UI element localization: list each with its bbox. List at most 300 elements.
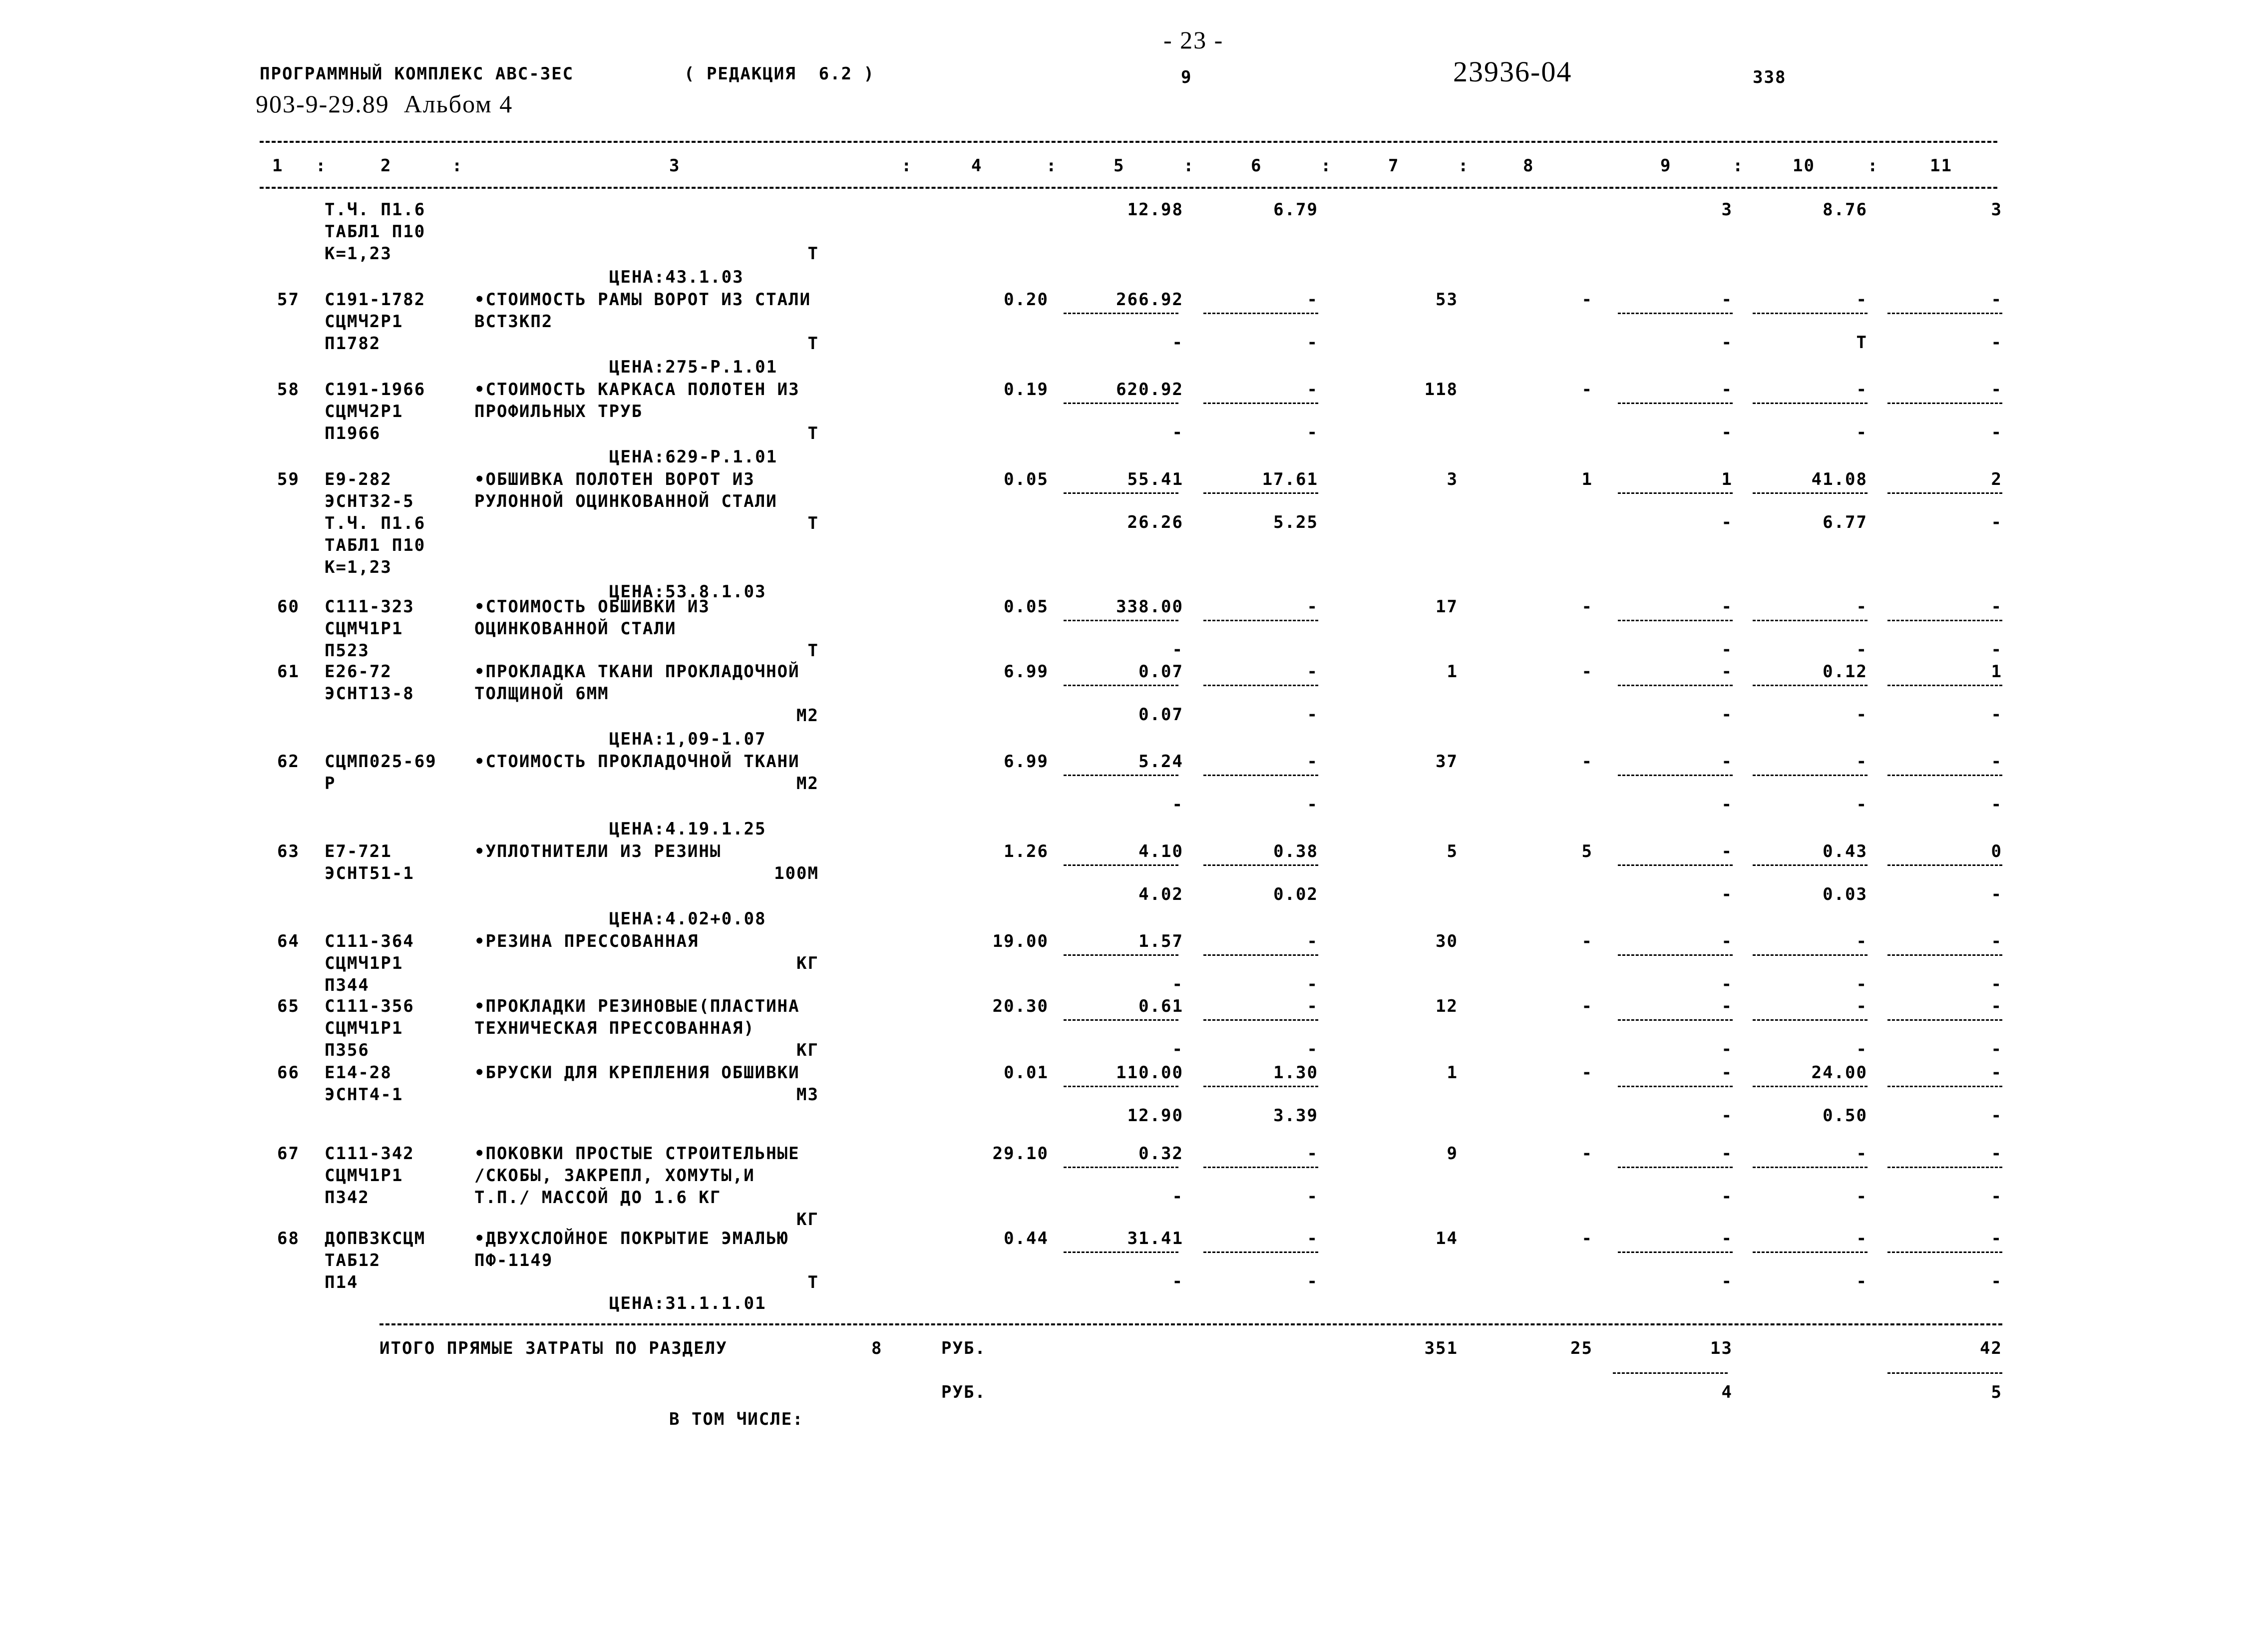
cost-col-5: 338.00 — [1116, 597, 1183, 617]
sub-separator — [1887, 1019, 2002, 1021]
column-divider: : — [1868, 156, 1879, 176]
sub-separator — [1887, 313, 2002, 314]
cost-col-9: - — [1721, 1229, 1733, 1248]
sub-separator — [1887, 864, 2002, 866]
resource-code: Е7-721 — [325, 841, 392, 861]
sub-separator — [1064, 1086, 1178, 1087]
row-number: 57 — [277, 290, 300, 310]
cost-col-8: - — [1581, 1063, 1593, 1083]
cost-col-9: - — [1721, 597, 1733, 617]
resource-code: ДОПВЗКСЦМ — [325, 1229, 426, 1248]
resource-code: С111-342 — [325, 1144, 414, 1164]
cost-col-7: 1 — [1447, 1063, 1458, 1083]
column-divider: : — [1046, 156, 1058, 176]
totals-col-11: 42 — [1980, 1338, 2002, 1358]
price-reference: ЦЕНА:4.19.1.25 — [609, 819, 766, 839]
cost-col-11-sub: - — [1991, 1039, 2002, 1059]
cost-col-5-sub: 26.26 — [1127, 512, 1183, 532]
work-description: ТЕХНИЧЕСКАЯ ПРЕССОВАННАЯ) — [474, 1018, 755, 1038]
resource-code: СЦМЧ2Р1 — [325, 312, 403, 332]
resource-code: СЦМЧ1Р1 — [325, 1166, 403, 1186]
cost-col-5: 4.10 — [1138, 841, 1183, 861]
sub-separator — [1887, 492, 2002, 494]
cost-col-10-sub: - — [1856, 795, 1868, 815]
sub-separator — [1203, 1086, 1318, 1087]
resource-code: ЭСНТ13-8 — [325, 684, 414, 704]
sub-separator — [1203, 685, 1318, 686]
cost-col-5-sub: - — [1172, 1271, 1183, 1291]
resource-code: Е9-282 — [325, 469, 392, 489]
cost-col-5: 620.92 — [1116, 380, 1183, 400]
unit-of-measure: М2 — [796, 774, 819, 794]
cost-col-6-sub: - — [1307, 333, 1318, 353]
sub-separator — [1618, 403, 1733, 404]
totals-col-8: 25 — [1570, 1338, 1593, 1358]
sub-separator — [1753, 620, 1868, 621]
sub-separator — [1203, 864, 1318, 866]
resource-code: Т.Ч. П1.6 — [325, 513, 426, 533]
work-description: •ПРОКЛАДКА ТКАНИ ПРОКЛАДОЧНОЙ — [474, 662, 800, 682]
cost-col-7: 5 — [1447, 841, 1458, 861]
sub-separator — [1887, 685, 2002, 686]
cost-col-5: 1.57 — [1138, 931, 1183, 951]
cost-col-10-sub: 6.77 — [1823, 512, 1868, 532]
totals-top-rule — [379, 1323, 2002, 1325]
cost-col-10: 41.08 — [1811, 469, 1868, 489]
cost-col-8: - — [1581, 752, 1593, 772]
column-divider: : — [1733, 156, 1744, 176]
cost-col-10-sub: - — [1856, 974, 1868, 994]
cost-col-9-sub: - — [1721, 974, 1733, 994]
cost-col-6: - — [1307, 380, 1318, 400]
row-number: 61 — [277, 662, 300, 682]
cost-col-10: 0.43 — [1823, 841, 1868, 861]
cost-col-7: 30 — [1436, 931, 1458, 951]
cost-col-9-sub: - — [1721, 1187, 1733, 1207]
quantity: 1.26 — [1004, 841, 1049, 861]
cost-col-5-sub: - — [1172, 1039, 1183, 1059]
sub-separator — [1203, 313, 1318, 314]
cost-col-9-sub: - — [1721, 705, 1733, 725]
album-title: 903-9-29.89 Альбом 4 — [256, 90, 513, 118]
resource-code: С111-364 — [325, 931, 414, 951]
resource-code: ЭСНТ4-1 — [325, 1085, 403, 1105]
sub-separator — [1203, 492, 1318, 494]
sub-separator — [1753, 1086, 1868, 1087]
sub-separator — [1064, 775, 1178, 776]
sub-separator — [1618, 954, 1733, 956]
cost-col-11: - — [1991, 290, 2002, 310]
cost-col-6: 17.61 — [1262, 469, 1318, 489]
cost-col-9: - — [1721, 1063, 1733, 1083]
work-description: ОЦИНКОВАННОЙ СТАЛИ — [474, 619, 677, 639]
cost-col-11-sub: - — [1991, 795, 2002, 815]
cost-col-10: - — [1856, 931, 1868, 951]
resource-code: П356 — [325, 1040, 370, 1060]
cost-col-5: 266.92 — [1116, 290, 1183, 310]
cost-col-8: 1 — [1581, 469, 1593, 489]
totals-separator — [1887, 1372, 2002, 1374]
cost-col-11-sub: - — [1991, 1106, 2002, 1126]
cost-col-9: - — [1721, 931, 1733, 951]
work-description: •ПОКОВКИ ПРОСТЫЕ СТРОИТЕЛЬНЫЕ — [474, 1144, 800, 1164]
cost-col-7: 14 — [1436, 1229, 1458, 1248]
sub-separator — [1887, 775, 2002, 776]
cost-col-7: 37 — [1436, 752, 1458, 772]
sub-separator — [1753, 1019, 1868, 1021]
sub-separator — [1753, 403, 1868, 404]
cost-col-6: 0.38 — [1273, 841, 1318, 861]
work-description: •УПЛОТНИТЕЛИ ИЗ РЕЗИНЫ — [474, 841, 722, 861]
cost-col-8: - — [1581, 380, 1593, 400]
sub-separator — [1064, 403, 1178, 404]
cost-col-5: 0.32 — [1138, 1144, 1183, 1164]
cost-col-5: 0.07 — [1138, 662, 1183, 682]
resource-code: С111-356 — [325, 996, 414, 1016]
header-bottom-rule — [260, 187, 1997, 189]
cost-col-6-sub: - — [1307, 1039, 1318, 1059]
cost-col-6: - — [1307, 1144, 1318, 1164]
cost-col-11-sub: - — [1991, 974, 2002, 994]
cost-col-10: - — [1856, 1229, 1868, 1248]
cost-col-6: - — [1307, 597, 1318, 617]
unit-of-measure: Т — [807, 1272, 819, 1292]
column-header-10: 10 — [1793, 156, 1815, 176]
quantity: 29.10 — [992, 1144, 1049, 1164]
cost-col-9: - — [1721, 752, 1733, 772]
cost-col-5: 5.24 — [1138, 752, 1183, 772]
cost-col-6-sub: 5.25 — [1273, 512, 1318, 532]
cost-col-9-sub: - — [1721, 1271, 1733, 1291]
unit-of-measure: М2 — [796, 706, 819, 726]
cost-col-9: - — [1721, 996, 1733, 1016]
totals-unit-1: РУБ. — [941, 1338, 986, 1358]
sub-separator — [1203, 775, 1318, 776]
resource-code: П342 — [325, 1188, 370, 1208]
sheet-number: 338 — [1753, 67, 1787, 87]
resource-code: СЦМЧ2Р1 — [325, 402, 403, 421]
column-header-5: 5 — [1114, 156, 1125, 176]
cost-col-9-sub: - — [1721, 884, 1733, 904]
cost-col-11-sub: - — [1991, 333, 2002, 353]
table-top-rule — [260, 141, 1997, 143]
work-description: Т.П./ МАССОЙ ДО 1.6 КГ — [474, 1188, 722, 1208]
cost-col-11: - — [1991, 996, 2002, 1016]
row-number: 63 — [277, 841, 300, 861]
quantity: 19.00 — [992, 931, 1049, 951]
sub-separator — [1203, 403, 1318, 404]
cost-col-11-sub: - — [1991, 640, 2002, 660]
column-divider: : — [1458, 156, 1470, 176]
unit-of-measure: КГ — [796, 953, 819, 973]
cost-col-11: 1 — [1991, 662, 2002, 682]
cost-col-5: 0.61 — [1138, 996, 1183, 1016]
totals-col-9-sub: 4 — [1721, 1382, 1733, 1402]
sub-separator — [1753, 492, 1868, 494]
cost-col-7: 12 — [1436, 996, 1458, 1016]
resource-code: ТАБЛ1 П10 — [325, 222, 426, 242]
sub-separator — [1064, 954, 1178, 956]
column-header-6: 6 — [1251, 156, 1262, 176]
resource-code: ЭСНТ32-5 — [325, 491, 414, 511]
work-description: •СТОИМОСТЬ КАРКАСА ПОЛОТЕН ИЗ — [474, 380, 800, 400]
unit-of-measure: М3 — [796, 1085, 819, 1105]
cost-col-7: 53 — [1436, 290, 1458, 310]
cost-col-10: 8.76 — [1823, 200, 1868, 220]
sub-separator — [1753, 775, 1868, 776]
sub-separator — [1618, 685, 1733, 686]
sub-separator — [1203, 1167, 1318, 1168]
row-number: 68 — [277, 1229, 300, 1248]
column-divider: : — [901, 156, 913, 176]
cost-col-11: 2 — [1991, 469, 2002, 489]
cost-col-10-sub: - — [1856, 1271, 1868, 1291]
document-number: 23936-04 — [1453, 55, 1572, 88]
cost-col-9: - — [1721, 841, 1733, 861]
resource-code: СЦМП025-69 — [325, 752, 437, 772]
resource-code: Е14-28 — [325, 1063, 392, 1083]
cost-col-10-sub: - — [1856, 422, 1868, 442]
sub-separator — [1618, 1251, 1733, 1253]
sub-separator — [1887, 1167, 2002, 1168]
cost-col-6-sub: - — [1307, 1271, 1318, 1291]
totals-section: 8 — [871, 1338, 883, 1358]
sub-separator — [1064, 1019, 1178, 1021]
column-header-7: 7 — [1388, 156, 1400, 176]
sub-separator — [1753, 864, 1868, 866]
cost-col-11: - — [1991, 752, 2002, 772]
cost-col-5-sub: - — [1172, 1187, 1183, 1207]
cost-col-9-sub: - — [1721, 422, 1733, 442]
quantity: 0.44 — [1004, 1229, 1049, 1248]
cost-col-5-sub: - — [1172, 333, 1183, 353]
cost-col-5-sub: - — [1172, 422, 1183, 442]
quantity: 20.30 — [992, 996, 1049, 1016]
cost-col-5: 31.41 — [1127, 1229, 1183, 1248]
unit-of-measure: Т — [807, 423, 819, 443]
sub-separator — [1618, 1086, 1733, 1087]
unit-of-measure: КГ — [796, 1210, 819, 1230]
sub-separator — [1064, 1167, 1178, 1168]
cost-col-10-sub: 0.50 — [1823, 1106, 1868, 1126]
work-description: •БРУСКИ ДЛЯ КРЕПЛЕНИЯ ОБШИВКИ — [474, 1063, 800, 1083]
column-header-8: 8 — [1523, 156, 1534, 176]
resource-code: П1966 — [325, 423, 381, 443]
sub-separator — [1618, 1019, 1733, 1021]
unit-of-measure: Т — [807, 244, 819, 264]
cost-col-10-sub: - — [1856, 640, 1868, 660]
cost-col-10-sub: - — [1856, 1187, 1868, 1207]
row-number: 67 — [277, 1144, 300, 1164]
column-divider: : — [452, 156, 463, 176]
sub-separator — [1203, 620, 1318, 621]
price-reference: ЦЕНА:43.1.03 — [609, 267, 744, 287]
work-description: РУЛОННОЙ ОЦИНКОВАННОЙ СТАЛИ — [474, 491, 777, 511]
price-reference: ЦЕНА:275-Р.1.01 — [609, 357, 778, 377]
work-description: •ДВУХСЛОЙНОЕ ПОКРЫТИЕ ЭМАЛЬЮ — [474, 1229, 789, 1248]
cost-col-6-sub: 0.02 — [1273, 884, 1318, 904]
sub-separator — [1064, 492, 1178, 494]
cost-col-5-sub: - — [1172, 640, 1183, 660]
sub-separator — [1887, 1251, 2002, 1253]
cost-col-11-sub: - — [1991, 422, 2002, 442]
sub-separator — [1064, 864, 1178, 866]
unit-of-measure: Т — [807, 334, 819, 354]
cost-col-6-sub: - — [1307, 795, 1318, 815]
column-divider: : — [1321, 156, 1332, 176]
cost-col-7: 17 — [1436, 597, 1458, 617]
sub-separator — [1753, 1167, 1868, 1168]
cost-col-9-sub: - — [1721, 640, 1733, 660]
cost-col-10-sub: Т — [1856, 333, 1868, 353]
cost-col-10: - — [1856, 752, 1868, 772]
cost-col-11-sub: - — [1991, 512, 2002, 532]
column-divider: : — [316, 156, 327, 176]
sub-separator — [1064, 620, 1178, 621]
cost-col-7: 9 — [1447, 1144, 1458, 1164]
work-description: ВСТ3КП2 — [474, 312, 553, 332]
price-reference: ЦЕНА:4.02+0.08 — [609, 909, 766, 929]
totals-unit-2: РУБ. — [941, 1382, 986, 1402]
quantity: 6.99 — [1004, 662, 1049, 682]
cost-col-8: - — [1581, 931, 1593, 951]
cost-col-10-sub: 0.03 — [1823, 884, 1868, 904]
row-number: 62 — [277, 752, 300, 772]
cost-col-5-sub: 0.07 — [1138, 705, 1183, 725]
resource-code: П344 — [325, 975, 370, 995]
cost-col-7: 3 — [1447, 469, 1458, 489]
column-header-11: 11 — [1930, 156, 1952, 176]
column-divider: : — [1183, 156, 1195, 176]
work-description: ТОЛЩИНОЙ 6ММ — [474, 684, 609, 704]
column-header-3: 3 — [669, 156, 681, 176]
cost-col-11-sub: - — [1991, 705, 2002, 725]
cost-col-9: - — [1721, 290, 1733, 310]
program-title: ПРОГРАММНЫЙ КОМПЛЕКС АВС-3ЕС — [260, 64, 574, 84]
totals-col-11-sub: 5 — [1991, 1382, 2002, 1402]
cost-col-8: - — [1581, 597, 1593, 617]
sub-separator — [1618, 1167, 1733, 1168]
cost-col-11: - — [1991, 380, 2002, 400]
program-edition: ( РЕДАКЦИЯ 6.2 ) — [684, 64, 875, 84]
cost-col-5-sub: 12.90 — [1127, 1106, 1183, 1126]
cost-col-7: 1 — [1447, 662, 1458, 682]
cost-col-9: - — [1721, 1144, 1733, 1164]
cost-col-6-sub: - — [1307, 1187, 1318, 1207]
cost-col-9: - — [1721, 662, 1733, 682]
resource-code: ТАБЛ1 П10 — [325, 535, 426, 555]
cost-col-6: - — [1307, 752, 1318, 772]
cost-col-5: 55.41 — [1127, 469, 1183, 489]
cost-col-6: - — [1307, 290, 1318, 310]
sub-separator — [1887, 954, 2002, 956]
sub-separator — [1064, 1251, 1178, 1253]
cost-col-5: 110.00 — [1116, 1063, 1183, 1083]
sub-separator — [1753, 313, 1868, 314]
column-header-4: 4 — [971, 156, 983, 176]
work-description: •СТОИМОСТЬ РАМЫ ВОРОТ ИЗ СТАЛИ — [474, 290, 811, 310]
quantity: 0.05 — [1004, 597, 1049, 617]
price-reference: ЦЕНА:629-Р.1.01 — [609, 447, 778, 467]
cost-col-11: - — [1991, 1229, 2002, 1248]
sub-separator — [1203, 954, 1318, 956]
sub-separator — [1618, 775, 1733, 776]
sub-separator — [1203, 1251, 1318, 1253]
cost-col-9-sub: - — [1721, 1106, 1733, 1126]
cost-col-11: - — [1991, 1144, 2002, 1164]
row-number: 65 — [277, 996, 300, 1016]
totals-label: ИТОГО ПРЯМЫЕ ЗАТРАТЫ ПО РАЗДЕЛУ — [379, 1338, 728, 1358]
unit-of-measure: 100М — [774, 863, 819, 883]
resource-code: Е26-72 — [325, 662, 392, 682]
cost-col-10: 0.12 — [1823, 662, 1868, 682]
cost-col-5-sub: - — [1172, 795, 1183, 815]
quantity: 0.19 — [1004, 380, 1049, 400]
cost-col-5-sub: - — [1172, 974, 1183, 994]
price-reference: ЦЕНА:1,09-1.07 — [609, 729, 766, 749]
sub-separator — [1887, 1086, 2002, 1087]
sub-separator — [1203, 1019, 1318, 1021]
sub-separator — [1618, 492, 1733, 494]
cost-col-9-sub: - — [1721, 333, 1733, 353]
column-header-1: 1 — [272, 156, 284, 176]
resource-code: П14 — [325, 1272, 359, 1292]
cost-col-8: - — [1581, 290, 1593, 310]
cost-col-10: - — [1856, 380, 1868, 400]
column-marker: 9 — [1181, 67, 1192, 87]
cost-col-6: 1.30 — [1273, 1063, 1318, 1083]
cost-col-11: - — [1991, 931, 2002, 951]
price-reference: ЦЕНА:53.8.1.03 — [609, 582, 766, 602]
cost-col-8: - — [1581, 1144, 1593, 1164]
work-description: /СКОБЫ, ЗАКРЕПЛ, ХОМУТЫ,И — [474, 1166, 755, 1186]
cost-col-6: - — [1307, 662, 1318, 682]
resource-code: К=1,23 — [325, 244, 392, 264]
unit-of-measure: Т — [807, 513, 819, 533]
totals-col-7: 351 — [1424, 1338, 1458, 1358]
sub-separator — [1753, 1251, 1868, 1253]
cost-col-10: - — [1856, 597, 1868, 617]
resource-code: С191-1782 — [325, 290, 426, 310]
cost-col-6: 6.79 — [1273, 200, 1318, 220]
cost-col-8: - — [1581, 1229, 1593, 1248]
sub-separator — [1618, 313, 1733, 314]
work-description: •СТОИМОСТЬ ОБШИВКИ ИЗ — [474, 597, 710, 617]
sub-separator — [1887, 403, 2002, 404]
quantity: 0.05 — [1004, 469, 1049, 489]
work-description: •РЕЗИНА ПРЕССОВАННАЯ — [474, 931, 699, 951]
work-description: •СТОИМОСТЬ ПРОКЛАДОЧНОЙ ТКАНИ — [474, 752, 800, 772]
cost-col-11: 0 — [1991, 841, 2002, 861]
cost-col-9: - — [1721, 380, 1733, 400]
totals-including: В ТОМ ЧИСЛЕ: — [669, 1409, 804, 1429]
resource-code: Т.Ч. П1.6 — [325, 200, 426, 220]
resource-code: ЭСНТ51-1 — [325, 863, 414, 883]
cost-col-11-sub: - — [1991, 884, 2002, 904]
quantity: 0.20 — [1004, 290, 1049, 310]
unit-of-measure: КГ — [796, 1040, 819, 1060]
column-header-2: 2 — [380, 156, 392, 176]
cost-col-8: - — [1581, 996, 1593, 1016]
quantity: 0.01 — [1004, 1063, 1049, 1083]
resource-code: П523 — [325, 641, 370, 661]
cost-col-5-sub: 4.02 — [1138, 884, 1183, 904]
cost-col-11: - — [1991, 597, 2002, 617]
cost-col-10-sub: - — [1856, 1039, 1868, 1059]
row-number: 59 — [277, 469, 300, 489]
resource-code: СЦМЧ1Р1 — [325, 619, 403, 639]
cost-col-9: 3 — [1721, 200, 1733, 220]
